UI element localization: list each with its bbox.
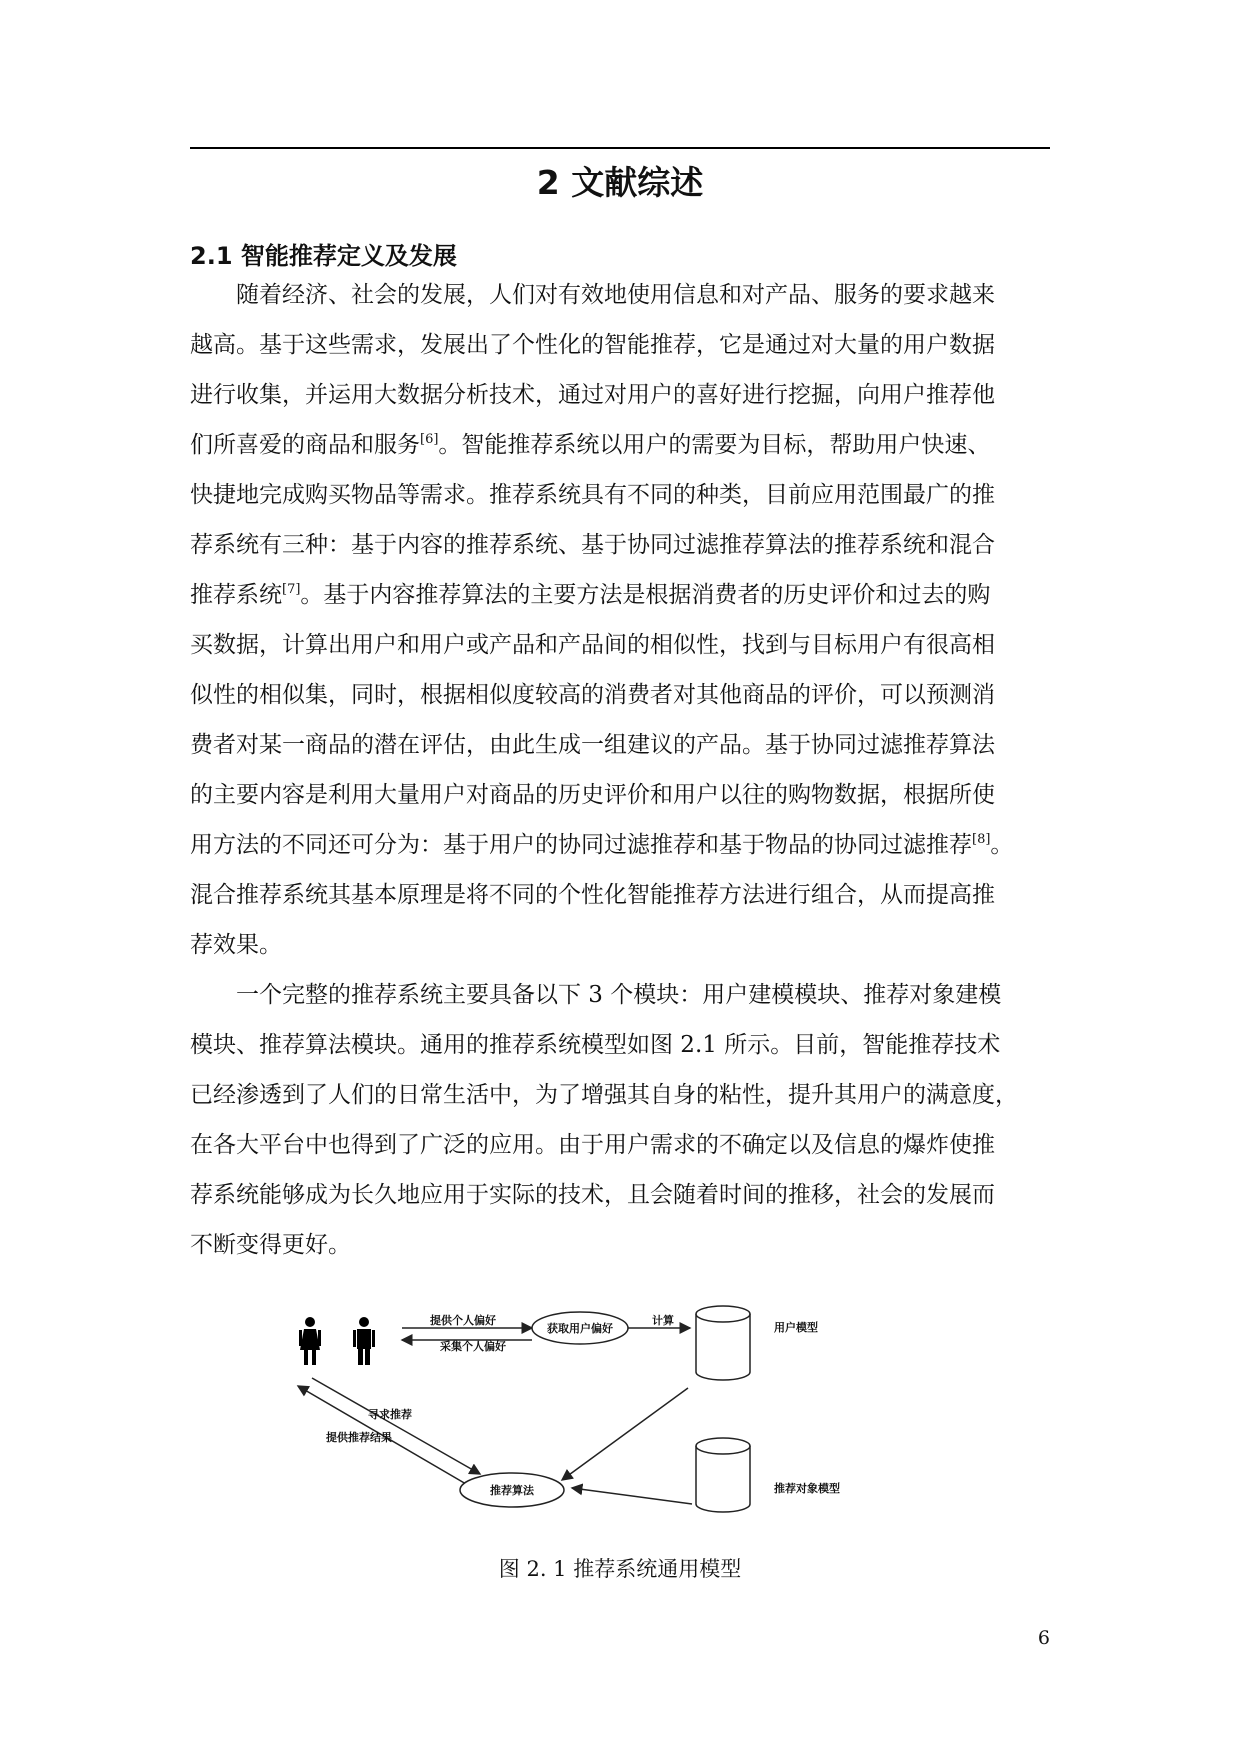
text-line: 混合推荐系统其基本原理是将不同的个性化智能推荐方法进行组合，从而提高推: [190, 882, 995, 908]
seek-rec-arrow: [312, 1378, 480, 1474]
text-line: 荐系统有三种：基于内容的推荐系统、基于协同过滤推荐算法的推荐系统和混合: [190, 532, 995, 558]
text-segment: 。: [990, 832, 1014, 858]
text-line: 荐效果。: [190, 932, 282, 958]
seek-rec-label: 寻求推荐: [368, 1408, 412, 1421]
text-line: 在各大平台中也得到了广泛的应用。由于用户需求的不确定以及信息的爆炸使推: [190, 1132, 995, 1158]
provide-pref-label: 提供个人偏好: [430, 1314, 496, 1327]
female-user-icon: [299, 1317, 321, 1365]
text-line: 进行收集，并运用大数据分析技术，通过对用户的喜好进行挖掘，向用户推荐他: [190, 382, 995, 408]
object-model-label: 推荐对象模型: [774, 1482, 840, 1495]
text-segment: 。智能推荐系统以用户的需要为目标，帮助用户快速、: [438, 432, 991, 458]
paragraph-2: [190, 970, 1050, 1270]
rec-algo-label: 推荐算法: [490, 1484, 534, 1497]
text-line: 越高。基于这些需求，发展出了个性化的智能推荐，它是通过对大量的用户数据: [190, 332, 995, 358]
text-line: 买数据，计算出用户和用户或产品和产品间的相似性，找到与目标用户有很高相: [190, 632, 995, 658]
provide-result-label: 提供推荐结果: [326, 1431, 392, 1444]
text-line: 随着经济、社会的发展，人们对有效地使用信息和对产品、服务的要求越来: [236, 282, 995, 308]
text-segment: 。基于内容推荐算法的主要方法是根据消费者的历史评价和过去的购: [300, 582, 991, 608]
compute-label: 计算: [652, 1314, 674, 1327]
recommendation-model-figure: [290, 1300, 980, 1530]
page-number: 6: [1037, 1627, 1050, 1649]
text-segment: 推荐系统: [190, 582, 282, 608]
text-line: 已经渗透到了人们的日常生活中，为了增强其自身的粘性，提升其用户的满意度，: [190, 1082, 1018, 1108]
text-line: 似性的相似集，同时，根据相似度较高的消费者对其他商品的评价，可以预测消: [190, 682, 995, 708]
male-user-icon: [353, 1317, 375, 1365]
text-line: 费者对某一商品的潜在评估，由此生成一组建议的产品。基于协同过滤推荐算法: [190, 732, 995, 758]
text-segment: 们所喜爱的商品和服务: [190, 432, 420, 458]
text-line: 的主要内容是利用大量用户对商品的历史评价和用户以往的购物数据，根据所使: [190, 782, 995, 808]
text-line: 快捷地完成购买物品等需求。推荐系统具有不同的种类，目前应用范围最广的推: [190, 482, 995, 508]
figure-caption: 图 2. 1 推荐系统通用模型: [498, 1557, 742, 1581]
citation-ref: [7]: [282, 582, 301, 597]
text-line: [190, 420, 1050, 470]
user-model-cylinder: [696, 1306, 750, 1380]
chapter-title: 2 文献综述: [536, 163, 704, 202]
citation-ref: [8]: [972, 832, 991, 847]
section-title: 2.1 智能推荐定义及发展: [190, 242, 457, 270]
text-line: [190, 820, 1050, 870]
header-rule: [190, 147, 1050, 149]
text-line: 荐系统能够成为长久地应用于实际的技术，且会随着时间的推移，社会的发展而: [190, 1182, 995, 1208]
user-model-to-algo-arrow: [562, 1388, 688, 1480]
user-model-label: 用户模型: [774, 1321, 818, 1334]
text-line: 模块、推荐算法模块。通用的推荐系统模型如图 2.1 所示。目前，智能推荐技术: [190, 1032, 1001, 1058]
text-line: 一个完整的推荐系统主要具备以下 3 个模块：用户建模模块、推荐对象建模: [236, 982, 1002, 1008]
text-line: 不断变得更好。: [190, 1232, 351, 1258]
text-segment: 用方法的不同还可分为：基于用户的协同过滤推荐和基于物品的协同过滤推荐: [190, 832, 972, 858]
get-pref-label: 获取用户偏好: [547, 1322, 613, 1335]
object-model-cylinder: [696, 1438, 750, 1512]
citation-ref: [6]: [420, 432, 439, 447]
figure-svg: [290, 1300, 980, 1530]
collect-pref-label: 采集个人偏好: [440, 1340, 506, 1353]
object-model-to-algo-arrow: [572, 1488, 692, 1504]
text-line: [190, 570, 1050, 620]
paragraph-1: [190, 270, 1050, 970]
